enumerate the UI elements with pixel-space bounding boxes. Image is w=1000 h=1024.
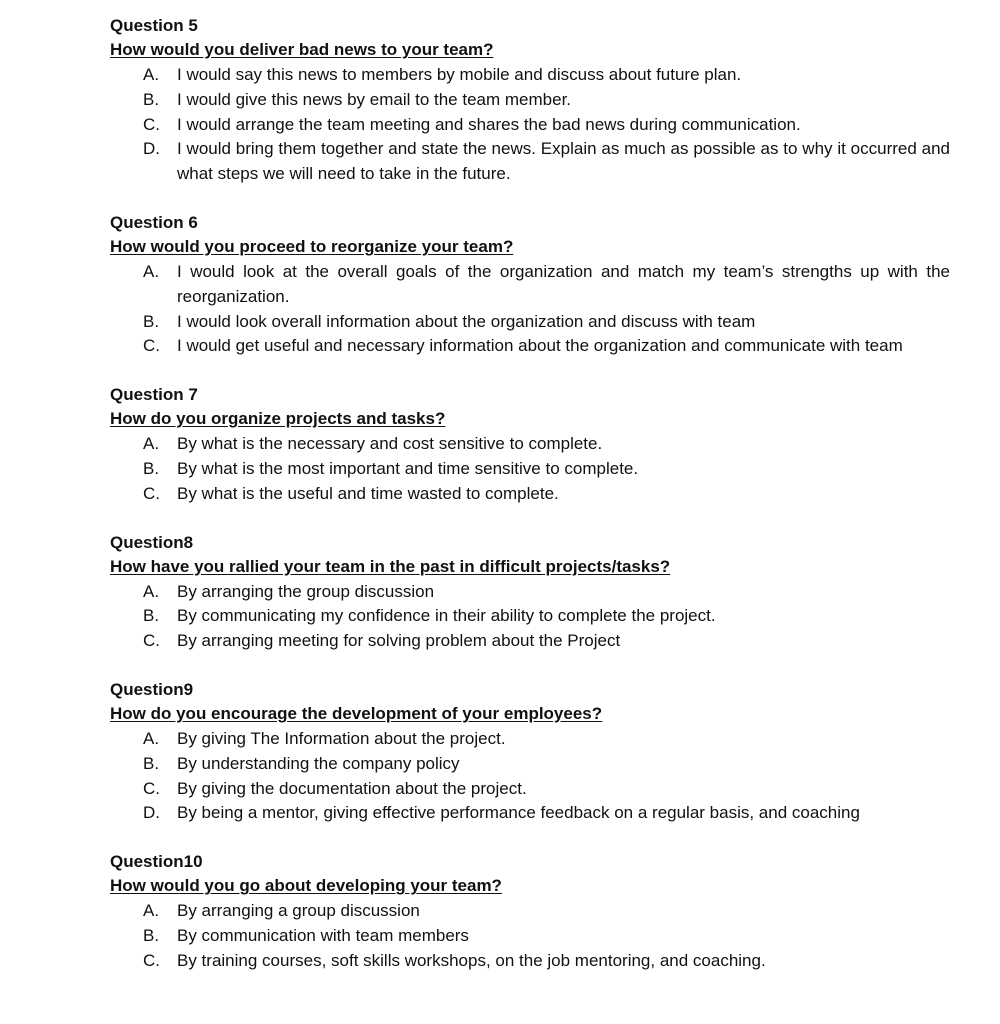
option-text: I would give this news by email to the team member. xyxy=(177,89,572,109)
option-d xyxy=(110,801,950,826)
option-letter: A. xyxy=(143,901,160,921)
question-number: Question 6 xyxy=(110,212,198,232)
option-list xyxy=(110,432,950,506)
question-text: How would you go about developing your team? xyxy=(110,876,502,896)
question-number: Question8 xyxy=(110,532,194,552)
option-text: By giving The Information about the project. xyxy=(177,728,506,748)
option-text: By understanding the company policy xyxy=(177,753,460,773)
option-letter: D. xyxy=(143,803,160,823)
option-text: By arranging meeting for solving problem about the Project xyxy=(177,631,621,651)
question-text: How would you proceed to reorganize your team? xyxy=(110,236,514,256)
option-text: I would say this news to members by mobile and discuss about future plan. xyxy=(177,65,742,84)
question-number: Question9 xyxy=(110,679,194,699)
option-c xyxy=(110,949,950,974)
option-letter: A. xyxy=(143,261,160,281)
question-number: Question10 xyxy=(110,852,203,872)
option-c xyxy=(110,113,950,138)
option-letter: B. xyxy=(143,458,160,478)
question-text: How have you rallied your team in the past in difficult projects/tasks? xyxy=(110,556,671,576)
option-letter: B. xyxy=(143,753,160,773)
option-a xyxy=(110,899,950,924)
option-letter: A. xyxy=(143,65,160,84)
option-text: By what is the necessary and cost sensitive to complete. xyxy=(177,434,603,454)
option-text: By what is the most important and time sensitive to complete. xyxy=(177,458,639,478)
question-number: Question 7 xyxy=(110,385,198,405)
option-text: I would get useful and necessary information about the organization and communicate with team xyxy=(177,336,903,356)
option-letter: B. xyxy=(143,89,160,109)
option-letter: B. xyxy=(143,925,160,945)
option-letter: C. xyxy=(143,114,160,134)
question-text: How do you organize projects and tasks? xyxy=(110,409,446,429)
option-b xyxy=(110,310,950,335)
questionnaire-page xyxy=(110,14,950,998)
question-6 xyxy=(110,211,950,359)
option-text: By communication with team members xyxy=(177,925,469,945)
option-letter: C. xyxy=(143,778,160,798)
option-letter: D. xyxy=(143,139,160,159)
option-b xyxy=(110,924,950,949)
option-letter: A. xyxy=(143,728,160,748)
question-8 xyxy=(110,531,950,654)
option-b xyxy=(110,604,950,629)
question-9 xyxy=(110,678,950,826)
option-letter: C. xyxy=(143,631,160,651)
option-letter: C. xyxy=(143,483,160,503)
question-text: How would you deliver bad news to your team? xyxy=(110,40,494,59)
option-list xyxy=(110,63,950,187)
question-10 xyxy=(110,850,950,973)
question-7 xyxy=(110,383,950,506)
option-text: By communicating my confidence in their ability to complete the project. xyxy=(177,606,716,626)
option-list xyxy=(110,727,950,826)
option-a xyxy=(110,580,950,605)
option-a xyxy=(110,432,950,457)
option-c xyxy=(110,629,950,654)
option-text: By arranging the group discussion xyxy=(177,581,435,601)
option-c xyxy=(110,334,950,359)
option-b xyxy=(110,88,950,113)
option-text: I would bring them together and state the news. Explain as much as possible as to why it occurred and what steps we will need to take in the future. xyxy=(177,139,950,184)
option-a xyxy=(110,63,950,88)
option-letter: A. xyxy=(143,434,160,454)
option-text: By arranging a group discussion xyxy=(177,901,420,921)
option-list xyxy=(110,260,950,359)
option-b xyxy=(110,457,950,482)
option-letter: A. xyxy=(143,581,160,601)
option-letter: B. xyxy=(143,606,160,626)
question-number: Question 5 xyxy=(110,16,198,35)
option-text: I would look overall information about the organization and discuss with team xyxy=(177,311,756,331)
option-a xyxy=(110,260,950,310)
option-text: By being a mentor, giving effective performance feedback on a regular basis, and coaching xyxy=(177,803,860,823)
option-b xyxy=(110,752,950,777)
option-text: By training courses, soft skills workshops, on the job mentoring, and coaching. xyxy=(177,950,766,970)
option-text: By what is the useful and time wasted to complete. xyxy=(177,483,559,503)
option-text: By giving the documentation about the project. xyxy=(177,778,527,798)
option-letter: C. xyxy=(143,950,160,970)
option-list xyxy=(110,899,950,973)
option-c xyxy=(110,777,950,802)
option-d xyxy=(110,137,950,187)
option-text: I would look at the overall goals of the organization and match my team’s strengths up with the reorganization. xyxy=(177,261,950,306)
option-c xyxy=(110,482,950,507)
option-a xyxy=(110,727,950,752)
option-letter: C. xyxy=(143,336,160,356)
option-list xyxy=(110,580,950,654)
option-text: I would arrange the team meeting and shares the bad news during communication. xyxy=(177,114,801,134)
question-5 xyxy=(110,14,950,187)
question-text: How do you encourage the development of your employees? xyxy=(110,703,603,723)
option-letter: B. xyxy=(143,311,160,331)
